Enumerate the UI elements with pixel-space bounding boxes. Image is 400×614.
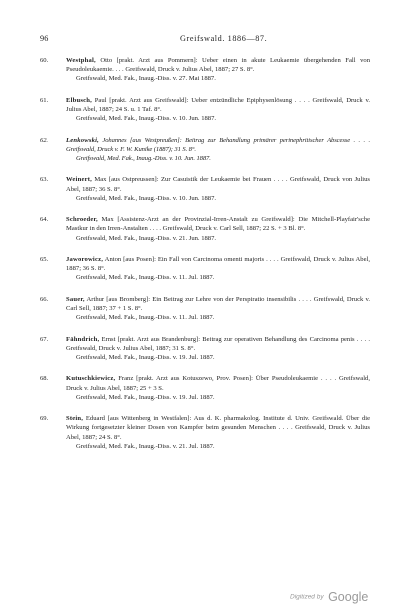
entry-body bbox=[66, 136, 370, 164]
entry-number: 65. bbox=[40, 255, 49, 263]
entry-body bbox=[66, 414, 370, 451]
google-watermark bbox=[290, 588, 368, 606]
bibliography-entry bbox=[40, 56, 370, 84]
entry-dissertation-note: Greifswald, Med. Fak., Inaug.-Diss. v. 11. Jul. 1887. bbox=[76, 314, 215, 322]
bibliography-entry bbox=[40, 215, 370, 243]
entry-citation: Johannes [aus Westpreußen]: Beitrag zur Behandlung primärer perinephritischer Abscesse . . . . Greifswald, Druck v. F. W. Kunike (1887); 31 S. 8°. bbox=[66, 136, 370, 153]
entry-body bbox=[66, 255, 370, 283]
entry-dissertation-note: Greifswald, Med. Fak., Inaug.-Diss. v. 19. Jul. 1887. bbox=[76, 393, 215, 401]
entry-list bbox=[40, 56, 370, 463]
entry-number: 60. bbox=[40, 57, 49, 64]
entry-author: Westphal, bbox=[66, 57, 96, 64]
entry-author: Lenkowski, bbox=[66, 136, 99, 144]
watermark-prefix: Digitized by bbox=[290, 593, 324, 601]
entry-dissertation-note: Greifswald, Med. Fak., Inaug.-Diss. v. 21. Jun. 1887. bbox=[76, 234, 217, 242]
entry-author: Kutuschkiewicz, bbox=[66, 375, 116, 383]
entry-body bbox=[66, 335, 370, 363]
entry-author: Weinert, bbox=[66, 176, 92, 184]
entry-author: Sauer, bbox=[66, 295, 85, 303]
entry-body bbox=[66, 175, 370, 203]
entry-dissertation-note: Greifswald, Med. Fak., Inaug.-Diss. v. 11. Jul. 1887. bbox=[76, 274, 215, 282]
entry-body bbox=[66, 374, 370, 402]
entry-dissertation-note: Greifswald, Med. Fak., Inaug.-Diss. v. 21. Jul. 1887. bbox=[76, 442, 215, 450]
entry-dissertation-note: Greifswald, Med. Fak., Inaug.-Diss. v. 10. Jun. 1887. bbox=[76, 155, 211, 162]
bibliography-entry bbox=[40, 255, 370, 283]
entry-citation: Ernst [prakt. Arzt aus Brandenburg]: Beitrag zur operativen Behandlung des Carcinoma penis . . . . Greifswald, Druck v. Julius Abel, 1887; 31 S. 8°. bbox=[66, 335, 370, 352]
entry-citation: Max [aus Ostpreussen]: Zur Casuistik der Leukaemie bei Frauen . . . . Greifswald, Druck von Julius Abel, 1887; 36 S. 8°. bbox=[66, 176, 370, 193]
bibliography-entry bbox=[40, 374, 370, 402]
entry-dissertation-note: Greifswald, Med. Fak., Inaug.-Diss. v. 10. Jun. 1887. bbox=[76, 194, 217, 202]
running-title: Greifswald. 1886—87. bbox=[180, 34, 268, 43]
entry-body bbox=[66, 215, 370, 243]
entry-number: 63. bbox=[40, 176, 49, 184]
entry-dissertation-note: Greifswald, Med. Fak., Inaug.-Diss. v. 27. Mai 1887. bbox=[76, 75, 216, 83]
bibliography-entry bbox=[40, 175, 370, 203]
entry-citation: Paul [prakt. Arzt aus Greifswald]: Ueber entzündliche Epiphysenlösung . . . . Greifswald, Druck v. Julius Abel, 1887; 24 S. u. 1 Taf. 8°. bbox=[66, 96, 370, 113]
entry-body bbox=[66, 56, 370, 84]
entry-author: Stein, bbox=[66, 415, 84, 423]
entry-number: 67. bbox=[40, 335, 49, 343]
entry-dissertation-note: Greifswald, Med. Fak., Inaug.-Diss. v. 19. Jul. 1887. bbox=[76, 353, 215, 361]
entry-body bbox=[66, 295, 370, 323]
google-logo: Google bbox=[328, 589, 369, 604]
bibliography-entry bbox=[40, 136, 370, 164]
entry-number: 69. bbox=[40, 415, 49, 423]
entry-citation: Eduard [aus Wittenberg in Westfalen]: Aus d. K. pharmakolog. Institute d. Univ. Greifswald. Über die Wirkung fortgesetzter kleiner Dosen von Kampfer beim gesunden Menschen . . . . Greifswald, Druck v. Julius Abel, 1887; 24 S. 8°. bbox=[66, 415, 370, 441]
entry-citation: Otto [prakt. Arzt aus Pommern]: Ueber einen in akute Leukaemie übergehenden Fall von Pseudoleukaemie. . . . Greifswald, Druck v. Julius Abel, 1887; 27 S. 8°. bbox=[66, 57, 370, 74]
bibliography-entry bbox=[40, 414, 370, 451]
entry-citation: Anton [aus Posen]: Ein Fall von Carcinoma omenti majoris . . . . Greifswald, Druck v. Julius Abel, 1887; 36 S. 8°. bbox=[66, 255, 370, 273]
entry-citation: Arthur [aus Bromberg]: Ein Beitrag zur Lehre von der Perspiratio insensibilis . . . . Greifswald, Druck v. Carl Sell, 1887; 37 + 1 S. 8°. bbox=[66, 295, 370, 312]
entry-citation: Franz [prakt. Arzt aus Kotuszewo, Prov. Posen]: Über Pseudoleukaemie . . . . Greifswald, Druck v. Julius Abel, 1887; 25 + 3 S. bbox=[66, 375, 370, 392]
entry-number: 64. bbox=[40, 216, 49, 224]
bibliography-entry bbox=[40, 96, 370, 124]
entry-number: 66. bbox=[40, 295, 49, 303]
bibliography-entry bbox=[40, 295, 370, 323]
page-header bbox=[40, 34, 368, 46]
entry-author: Fähndrich, bbox=[66, 335, 100, 343]
entry-author: Schroeder, bbox=[66, 216, 98, 224]
entry-citation: Max [Assistenz-Arzt an der Provinzial-Irren-Anstalt zu Greifswald]: Die Mitchell-Playfair'sche Mastkur in den Irren-Anstalten . . . . Greifswald, Druck v. Carl Sell, 1887; 22 S. + 3 Bl. 8°. bbox=[66, 216, 370, 233]
entry-number: 68. bbox=[40, 375, 49, 383]
entry-author: Elbusch, bbox=[66, 96, 92, 104]
entry-number: 61. bbox=[40, 96, 49, 104]
entry-author: Jaworowicz, bbox=[66, 255, 104, 263]
bibliography-entry bbox=[40, 335, 370, 363]
entry-body bbox=[66, 96, 370, 124]
entry-dissertation-note: Greifswald, Med. Fak., Inaug.-Diss. v. 10. Jun. 1887. bbox=[76, 115, 217, 123]
page-number: 96 bbox=[40, 34, 49, 43]
entry-number: 62. bbox=[40, 136, 48, 144]
